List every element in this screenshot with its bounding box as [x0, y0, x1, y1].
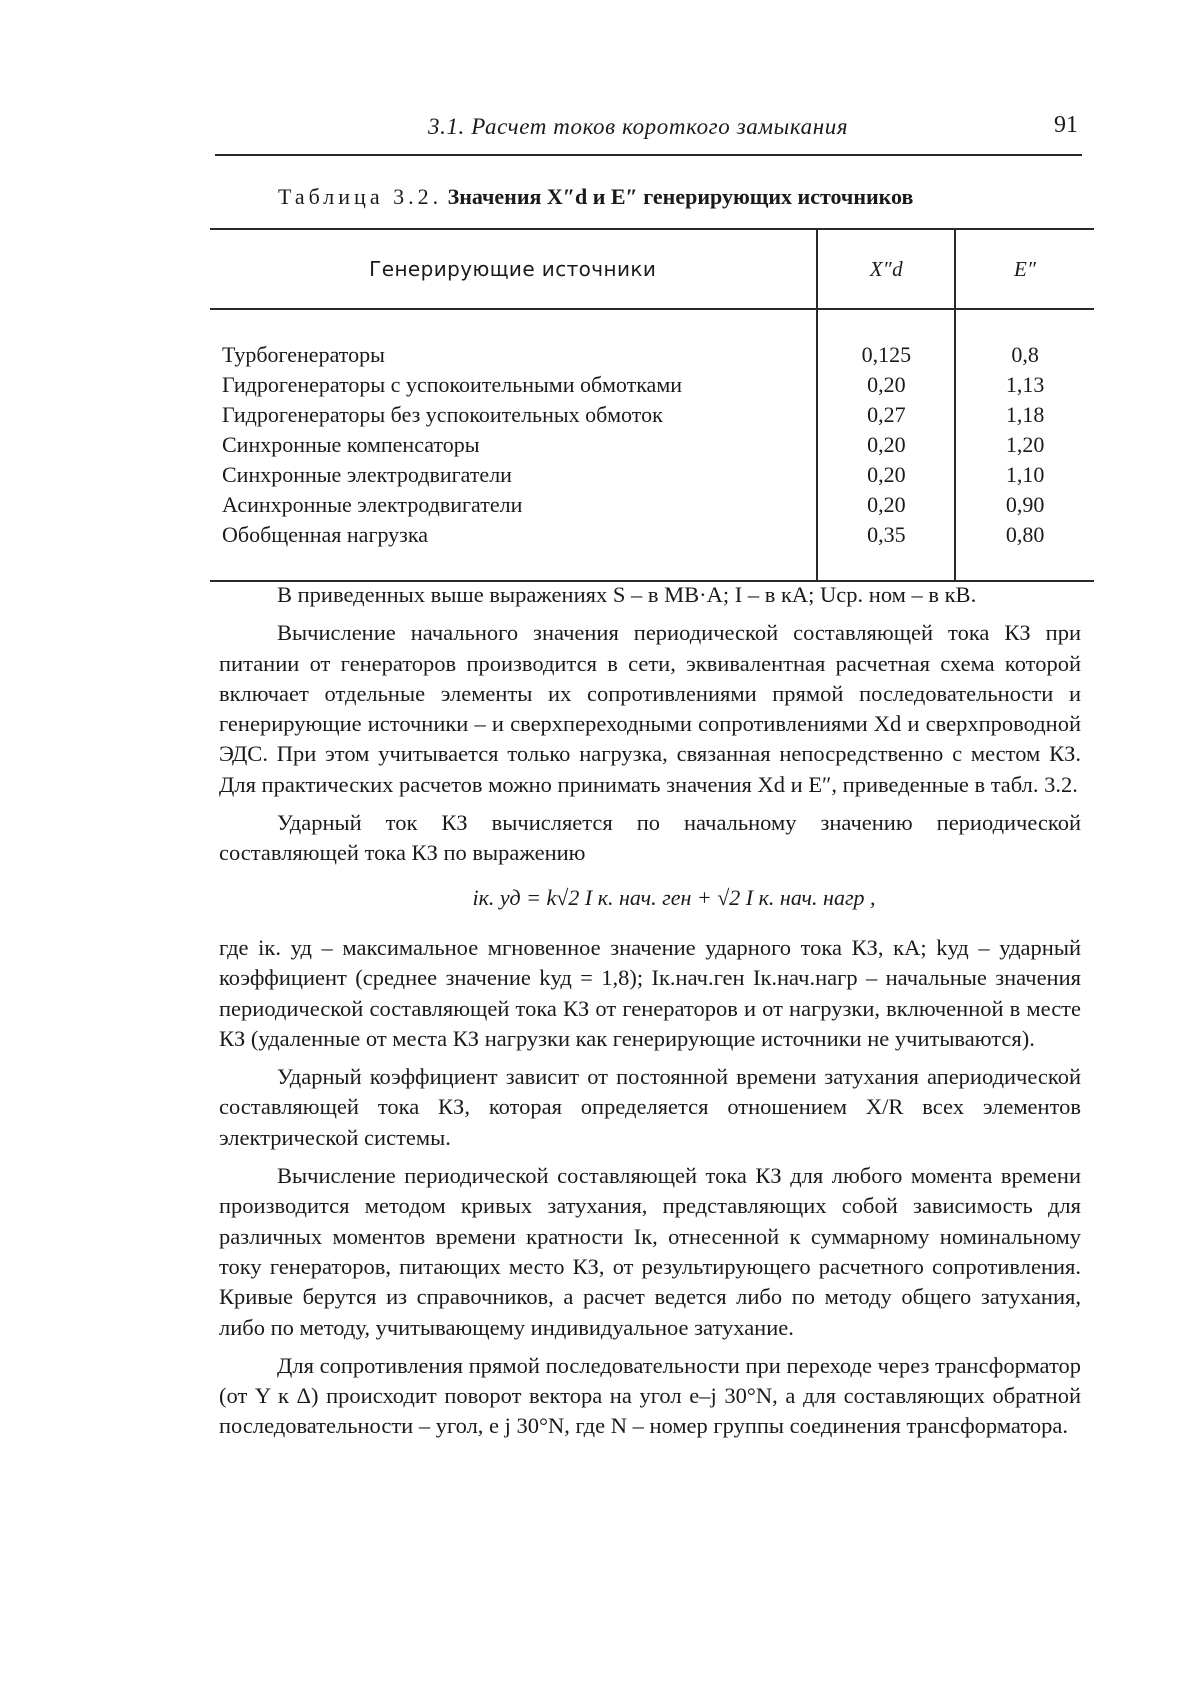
table-row — [210, 400, 1094, 430]
e-value: 1,20 — [955, 430, 1094, 460]
generator-table — [210, 228, 1094, 582]
e-value: 1,10 — [955, 460, 1094, 490]
paragraph-transformer-shift: Для сопротивления прямой последовательности при переходе через трансформатор (от Y к Δ) происходит поворот вектора на угол e–j 30°N, а для составляющих обратной последовательности – угол, e j 30°N, где N – номер группы соединения трансформатора. — [219, 1352, 1081, 1439]
header-xd: X″d — [817, 229, 955, 309]
formula-surge-current: iк. уд = k√2 I к. нач. ген + √2 I к. нач. нагр , — [472, 884, 876, 910]
xd-value: 0,20 — [817, 430, 955, 460]
xd-value: 0,27 — [817, 400, 955, 430]
e-value: 0,8 — [955, 309, 1094, 370]
table-header-row — [210, 229, 1094, 309]
body-text — [219, 580, 1081, 1442]
table-caption-prefix: Таблица 3.2. — [278, 184, 443, 209]
e-value: 1,13 — [955, 370, 1094, 400]
e-value: 1,18 — [955, 400, 1094, 430]
xd-value: 0,20 — [817, 460, 955, 490]
table-row — [210, 520, 1094, 581]
table-row — [210, 460, 1094, 490]
source-name: Гидрогенераторы с успокоительными обмотками — [222, 372, 683, 397]
source-name: Синхронные электродвигатели — [222, 462, 512, 487]
paragraph-surge-current: Ударный ток КЗ вычисляется по начальному значению периодической составляющей тока КЗ по выражению — [219, 810, 1081, 866]
source-name: Обобщенная нагрузка — [210, 520, 817, 581]
table-caption-title: Значения X″d и E″ генерирующих источников — [447, 184, 914, 209]
xd-value: 0,20 — [817, 370, 955, 400]
paragraph-units: В приведенных выше выражениях S – в МВ·А; I – в кА; Uср. ном – в кВ. — [277, 582, 977, 607]
paragraph-initial-current: Вычисление начального значения периодической составляющей тока КЗ при питании от генераторов производится в сети, эквивалентная расчетная схема которой включает отдельные элементы их сопротивлениями прямой последовательности и генерирующие источники – и сверхпереходными сопротивлениями Xd и сверхпроводной ЭДС. При этом учитывается только нагрузка, связанная непосредственно с местом КЗ. Для практических расчетов можно принимать значения Xd и E″, приведенные в табл. 3.2. — [219, 620, 1081, 797]
table-row — [210, 370, 1094, 400]
xd-value: 0,20 — [817, 490, 955, 520]
table-row — [210, 430, 1094, 460]
page-number: 91 — [1054, 112, 1078, 138]
source-name: Гидрогенераторы без успокоительных обмоток — [222, 402, 663, 427]
header-sources: Генерирующие источники — [210, 229, 817, 309]
xd-value: 0,125 — [817, 309, 955, 370]
source-name: Турбогенераторы — [222, 342, 385, 367]
paragraph-decay-curves: Вычисление периодической составляющей тока КЗ для любого момента времени производится методом кривых затухания, представляющих собой зависимость для различных моментов времени кратности Iк, отнесенной к суммарному номинальному току генераторов, питающих место КЗ, от результирующего расчетного сопротивления. Кривые берутся из справочников, а расчет ведется либо по методу общего затухания, либо по методу, учитывающему индивидуальное затухание. — [219, 1163, 1081, 1340]
source-name: Синхронные компенсаторы — [222, 432, 480, 457]
e-value: 0,80 — [955, 520, 1094, 581]
source-name: Асинхронные электродвигатели — [222, 492, 523, 517]
table-caption — [278, 184, 913, 210]
paragraph-where: где iк. уд – максимальное мгновенное значение ударного тока КЗ, кА; kуд – ударный коэффициент (среднее значение kуд = 1,8); Iк.нач.ген Iк.нач.нагр – начальные значения периодической составляющей тока КЗ от генераторов и от нагрузки, включенной в месте КЗ (удаленные от места КЗ нагрузки как генерирующие источники не учитываются). — [219, 934, 1081, 1051]
table-row — [210, 309, 1094, 370]
header-e: E″ — [955, 229, 1094, 309]
running-title: 3.1. Расчет токов короткого замыкания — [428, 114, 849, 139]
running-header — [215, 110, 1082, 156]
table-row — [210, 490, 1094, 520]
paragraph-surge-coefficient: Ударный коэффициент зависит от постоянной времени затухания апериодической составляющей тока КЗ, которая определяется отношением X/R всех элементов электрической системы. — [219, 1064, 1081, 1150]
xd-value: 0,35 — [817, 520, 955, 581]
e-value: 0,90 — [955, 490, 1094, 520]
